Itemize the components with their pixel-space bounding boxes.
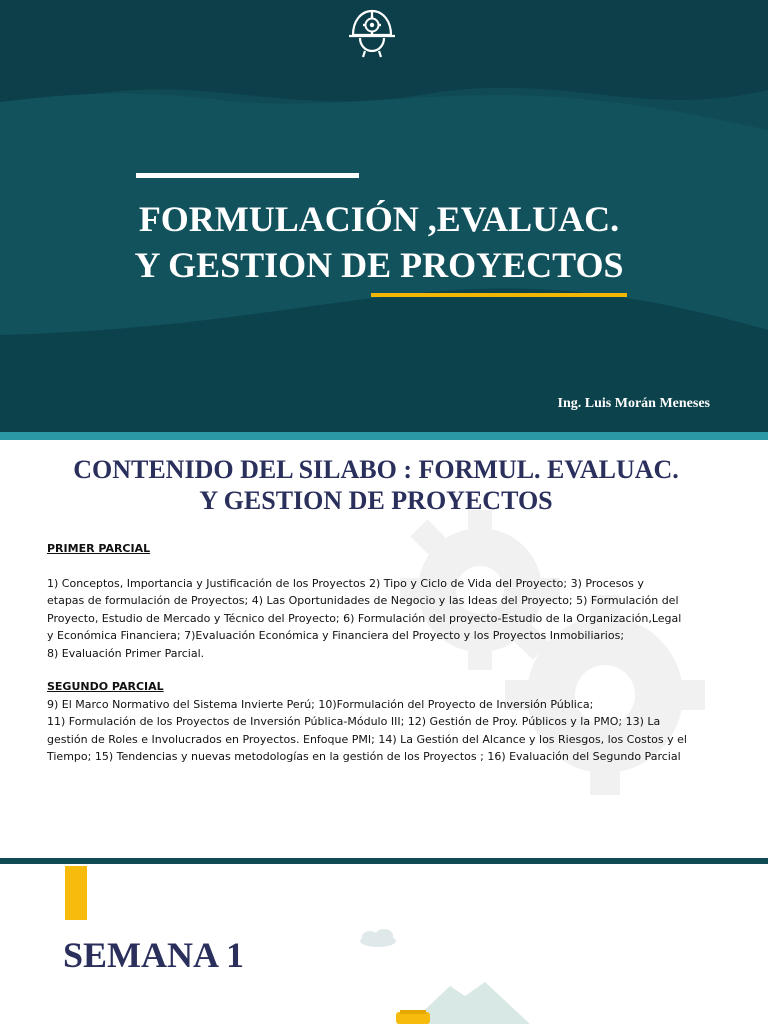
second-partial-line: 9) El Marco Normativo del Sistema Invierte Perú; 10)Formulación del Proyecto de Inversión Pública; — [47, 697, 594, 711]
second-partial-section — [47, 678, 727, 766]
syllabus-title-line2: Y GESTION DE PROYECTOS — [199, 486, 553, 515]
title-divider-bottom — [371, 293, 627, 297]
first-partial-line: Proyecto, Estudio de Mercado y Técnico del Proyecto; 6) Formulación del proyecto-Estudio de la Organización,Legal — [47, 611, 682, 625]
second-partial-label: SEGUNDO PARCIAL — [47, 680, 164, 693]
first-partial-line: 1) Conceptos, Importancia y Justificación de los Proyectos 2) Tipo y Ciclo de Vida del Proyecto; 3) Procesos y — [47, 576, 644, 590]
syllabus-slide — [0, 440, 768, 858]
syllabus-title-line1: CONTENIDO DEL SILABO : FORMUL. EVALUAC. — [73, 455, 679, 484]
first-partial-line: 8) Evaluación Primer Parcial. — [47, 646, 205, 660]
syllabus-title — [0, 454, 752, 516]
helmet-gear-icon — [347, 5, 397, 59]
first-partial-label: PRIMER PARCIAL — [47, 542, 151, 555]
cloud-icon — [360, 929, 396, 947]
decoration-illustration — [340, 924, 760, 1024]
author-name: Ing. Luis Morán Meneses — [557, 396, 710, 411]
second-partial-line: 11) Formulación de los Proyectos de Inversión Pública-Módulo III; 12) Gestión de Proy. Públicos y la PMO; 13) La — [47, 715, 661, 728]
first-partial-line: etapas de formulación de Proyectos; 4) Las Oportunidades de Negocio y las Ideas del Proyecto; 5) Formulación del — [47, 594, 679, 607]
week-slide — [0, 864, 768, 1024]
main-title-line2: Y GESTION DE PROYECTOS — [134, 245, 624, 285]
accent-block — [65, 866, 87, 920]
slide-separator — [0, 432, 768, 440]
second-partial-line: gestión de Roles e Involucrados en Proyectos. Enfoque PMI; 14) La Gestión del Alcance y los Riesgos, los Costos y el — [47, 732, 687, 746]
main-title — [0, 196, 758, 288]
trophy-icon — [396, 1010, 430, 1024]
title-divider-top — [136, 173, 359, 178]
first-partial-line: y Económica Financiera; 7)Evaluación Económica y Financiera del Proyecto y los Proyectos Inmobiliarios; — [47, 629, 625, 642]
title-slide — [0, 0, 768, 432]
week-title: SEMANA 1 — [63, 935, 245, 975]
first-partial-section — [47, 540, 727, 662]
first-partial-body — [47, 575, 727, 663]
second-partial-line: Tiempo; 15) Tendencias y nuevas metodologías en la gestión de los Proyectos ; 16) Evaluación del Segundo Parcial — [47, 750, 681, 763]
main-title-line1: FORMULACIÓN ,EVALUAC. — [138, 199, 620, 239]
